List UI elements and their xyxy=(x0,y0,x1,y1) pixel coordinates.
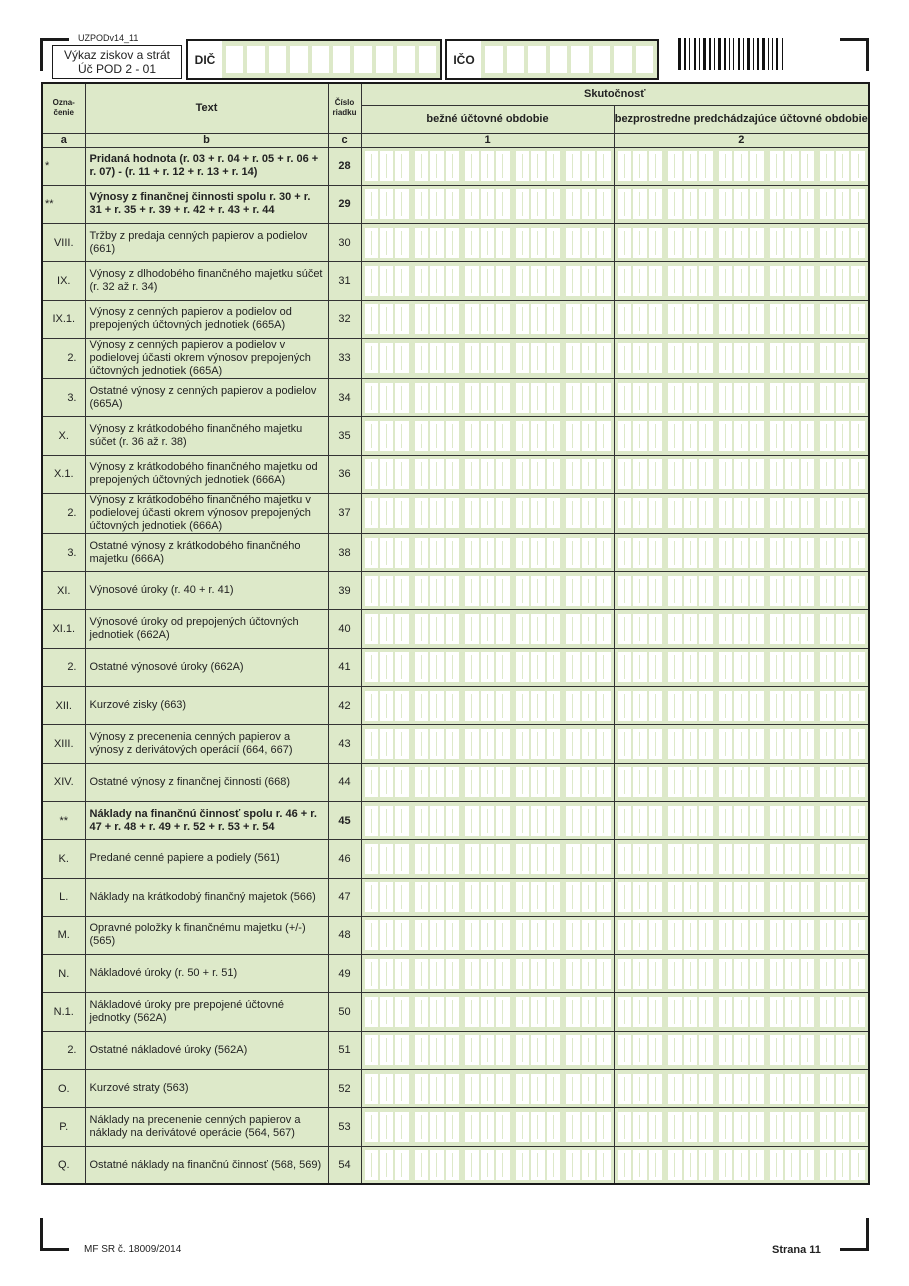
row-number: 41 xyxy=(328,648,361,686)
table-row xyxy=(42,687,869,725)
corner-mark-top-right xyxy=(840,38,869,71)
row-text: Ostatné výnosy z krátkodobého finančného majetku (666A) xyxy=(85,533,328,571)
corner-mark-bottom-left xyxy=(40,1218,69,1251)
current-period-input[interactable] xyxy=(361,455,614,493)
row-mark: XI.1. xyxy=(42,610,85,648)
table-row xyxy=(42,262,869,300)
table-row xyxy=(42,878,869,916)
row-number: 30 xyxy=(328,224,361,262)
table-row xyxy=(42,1108,869,1146)
table-row xyxy=(42,338,869,378)
previous-period-input[interactable] xyxy=(614,878,869,916)
current-period-input[interactable] xyxy=(361,993,614,1031)
table-row xyxy=(42,610,869,648)
row-text: Náklady na precenenie cenných papierov a náklady na derivátové operácie (564, 567) xyxy=(85,1108,328,1146)
row-mark: O. xyxy=(42,1070,85,1108)
row-number: 53 xyxy=(328,1108,361,1146)
form-title-box xyxy=(52,45,182,79)
row-number: 32 xyxy=(328,300,361,338)
row-number: 34 xyxy=(328,378,361,416)
row-text: Ostatné náklady na finančnú činnosť (568, 569) xyxy=(85,1146,328,1184)
previous-period-input[interactable] xyxy=(614,840,869,878)
row-number: 51 xyxy=(328,1031,361,1069)
page-number: Strana 11 xyxy=(772,1244,821,1256)
table-row xyxy=(42,185,869,223)
previous-period-input[interactable] xyxy=(614,955,869,993)
row-text: Náklady na krátkodobý finančný majetok (566) xyxy=(85,878,328,916)
current-period-input[interactable] xyxy=(361,493,614,533)
table-row xyxy=(42,493,869,533)
row-number: 37 xyxy=(328,493,361,533)
header-skutocnost: Skutočnosť xyxy=(361,83,869,105)
row-text: Výnosy z finančnej činnosti spolu r. 30 + r. 31 + r. 35 + r. 39 + r. 42 + r. 43 + r. 44 xyxy=(85,185,328,223)
current-period-input[interactable] xyxy=(361,338,614,378)
current-period-input[interactable] xyxy=(361,610,614,648)
row-mark: X. xyxy=(42,417,85,455)
header-bezne: bežné účtovné obdobie xyxy=(361,105,614,133)
row-number: 46 xyxy=(328,840,361,878)
table-row xyxy=(42,417,869,455)
table-row xyxy=(42,993,869,1031)
current-period-input[interactable] xyxy=(361,300,614,338)
row-mark: ** xyxy=(42,801,85,839)
previous-period-input[interactable] xyxy=(614,338,869,378)
row-text: Ostatné výnosy z cenných papierov a podielov (665A) xyxy=(85,378,328,416)
ico-cells[interactable] xyxy=(483,46,653,73)
header-text: Text xyxy=(85,83,328,133)
row-text: Opravné položky k finančnému majetku (+/-) (565) xyxy=(85,916,328,954)
table-row xyxy=(42,455,869,493)
row-text: Výnosy z krátkodobého finančného majetku od prepojených účtovných jednotiek (666A) xyxy=(85,455,328,493)
row-number: 38 xyxy=(328,533,361,571)
previous-period-input[interactable] xyxy=(614,533,869,571)
table-row xyxy=(42,533,869,571)
row-text: Výnosové úroky od prepojených účtovných jednotiek (662A) xyxy=(85,610,328,648)
current-period-input[interactable] xyxy=(361,955,614,993)
current-period-input[interactable] xyxy=(361,801,614,839)
previous-period-input[interactable] xyxy=(614,1070,869,1108)
ico-field[interactable] xyxy=(445,39,659,80)
current-period-input[interactable] xyxy=(361,648,614,686)
current-period-input[interactable] xyxy=(361,572,614,610)
dic-field[interactable] xyxy=(186,39,442,80)
current-period-input[interactable] xyxy=(361,533,614,571)
previous-period-input[interactable] xyxy=(614,300,869,338)
row-mark: XIV. xyxy=(42,763,85,801)
row-text: Nákladové úroky (r. 50 + r. 51) xyxy=(85,955,328,993)
header-col-c: c xyxy=(328,133,361,147)
header-col-2: 2 xyxy=(614,133,869,147)
current-period-input[interactable] xyxy=(361,725,614,763)
row-mark: M. xyxy=(42,916,85,954)
row-mark: XIII. xyxy=(42,725,85,763)
current-period-input[interactable] xyxy=(361,687,614,725)
row-number: 48 xyxy=(328,916,361,954)
form-code: UZPODv14_11 xyxy=(78,33,139,43)
table-row xyxy=(42,147,869,185)
previous-period-input[interactable] xyxy=(614,493,869,533)
row-text: Výnosy z krátkodobého finančného majetku súčet (r. 36 až r. 38) xyxy=(85,417,328,455)
table-row xyxy=(42,378,869,416)
row-text: Náklady na finančnú činnosť spolu r. 46 + r. 47 + r. 48 + r. 49 + r. 52 + r. 53 + r. 54 xyxy=(85,801,328,839)
row-mark: N.1. xyxy=(42,993,85,1031)
row-number: 39 xyxy=(328,572,361,610)
row-text: Nákladové úroky pre prepojené účtovné jednotky (562A) xyxy=(85,993,328,1031)
row-mark: 3. xyxy=(42,378,85,416)
current-period-input[interactable] xyxy=(361,185,614,223)
row-mark: 2. xyxy=(42,648,85,686)
previous-period-input[interactable] xyxy=(614,455,869,493)
row-mark: Q. xyxy=(42,1146,85,1184)
current-period-input[interactable] xyxy=(361,1031,614,1069)
row-mark: P. xyxy=(42,1108,85,1146)
previous-period-input[interactable] xyxy=(614,763,869,801)
corner-mark-bottom-right xyxy=(840,1218,869,1251)
current-period-input[interactable] xyxy=(361,262,614,300)
row-text: Kurzové zisky (663) xyxy=(85,687,328,725)
row-text: Výnosy z cenných papierov a podielov v podielovej účasti okrem výnosov prepojených účtovných jednotiek (665A) xyxy=(85,338,328,378)
row-text: Ostatné výnosové úroky (662A) xyxy=(85,648,328,686)
row-number: 40 xyxy=(328,610,361,648)
header-cislo: Číslo riadku xyxy=(328,83,361,133)
row-text: Tržby z predaja cenných papierov a podielov (661) xyxy=(85,224,328,262)
row-mark: IX. xyxy=(42,262,85,300)
row-number: 44 xyxy=(328,763,361,801)
previous-period-input[interactable] xyxy=(614,687,869,725)
ico-label: IČO xyxy=(447,41,481,78)
table-row xyxy=(42,1070,869,1108)
dic-label: DIČ xyxy=(188,41,222,78)
table-row xyxy=(42,572,869,610)
previous-period-input[interactable] xyxy=(614,378,869,416)
row-number: 33 xyxy=(328,338,361,378)
previous-period-input[interactable] xyxy=(614,224,869,262)
table-row xyxy=(42,648,869,686)
form-title: Výkaz ziskov a strát xyxy=(63,48,171,62)
previous-period-input[interactable] xyxy=(614,1146,869,1184)
row-text: Ostatné nákladové úroky (562A) xyxy=(85,1031,328,1069)
row-number: 36 xyxy=(328,455,361,493)
previous-period-input[interactable] xyxy=(614,725,869,763)
row-mark: IX.1. xyxy=(42,300,85,338)
current-period-input[interactable] xyxy=(361,147,614,185)
current-period-input[interactable] xyxy=(361,840,614,878)
previous-period-input[interactable] xyxy=(614,417,869,455)
row-number: 54 xyxy=(328,1146,361,1184)
row-mark: XI. xyxy=(42,572,85,610)
row-text: Predané cenné papiere a podiely (561) xyxy=(85,840,328,878)
header-col-a: a xyxy=(42,133,85,147)
current-period-input[interactable] xyxy=(361,1070,614,1108)
barcode xyxy=(678,38,812,70)
previous-period-input[interactable] xyxy=(614,916,869,954)
previous-period-input[interactable] xyxy=(614,1108,869,1146)
previous-period-input[interactable] xyxy=(614,147,869,185)
row-number: 45 xyxy=(328,801,361,839)
row-text: Výnosy z krátkodobého finančného majetku v podielovej účasti okrem výnosov prepojených účtovných jednotiek (666A) xyxy=(85,493,328,533)
row-mark: * xyxy=(42,147,85,185)
table-row xyxy=(42,916,869,954)
header-col-1: 1 xyxy=(361,133,614,147)
row-mark: 3. xyxy=(42,533,85,571)
header-oznacenie: Ozna-čenie xyxy=(42,83,85,133)
footer-reference: MF SR č. 18009/2014 xyxy=(84,1244,182,1255)
current-period-input[interactable] xyxy=(361,1146,614,1184)
row-mark: 2. xyxy=(42,338,85,378)
dic-cells[interactable] xyxy=(224,46,436,73)
row-number: 31 xyxy=(328,262,361,300)
row-number: 42 xyxy=(328,687,361,725)
current-period-input[interactable] xyxy=(361,763,614,801)
row-mark: ** xyxy=(42,185,85,223)
table-row xyxy=(42,1031,869,1069)
previous-period-input[interactable] xyxy=(614,610,869,648)
previous-period-input[interactable] xyxy=(614,262,869,300)
table-row xyxy=(42,224,869,262)
row-mark: L. xyxy=(42,878,85,916)
row-text: Ostatné výnosy z finančnej činnosti (668) xyxy=(85,763,328,801)
current-period-input[interactable] xyxy=(361,378,614,416)
current-period-input[interactable] xyxy=(361,916,614,954)
row-text: Kurzové straty (563) xyxy=(85,1070,328,1108)
header-predch: bezprostredne predchádzajúce účtovné obdobie xyxy=(614,105,869,133)
row-mark: VIII. xyxy=(42,224,85,262)
table-row xyxy=(42,300,869,338)
row-number: 43 xyxy=(328,725,361,763)
row-number: 28 xyxy=(328,147,361,185)
previous-period-input[interactable] xyxy=(614,993,869,1031)
previous-period-input[interactable] xyxy=(614,185,869,223)
table-row xyxy=(42,725,869,763)
row-number: 35 xyxy=(328,417,361,455)
header-col-b: b xyxy=(85,133,328,147)
row-number: 47 xyxy=(328,878,361,916)
row-mark: 2. xyxy=(42,1031,85,1069)
form-subtitle: Úč POD 2 - 01 xyxy=(77,62,157,76)
row-mark: 2. xyxy=(42,493,85,533)
row-text: Výnosové úroky (r. 40 + r. 41) xyxy=(85,572,328,610)
previous-period-input[interactable] xyxy=(614,1031,869,1069)
table-row xyxy=(42,801,869,839)
table-row xyxy=(42,840,869,878)
row-mark: X.1. xyxy=(42,455,85,493)
row-mark: K. xyxy=(42,840,85,878)
row-number: 29 xyxy=(328,185,361,223)
row-mark: XII. xyxy=(42,687,85,725)
row-number: 49 xyxy=(328,955,361,993)
previous-period-input[interactable] xyxy=(614,801,869,839)
current-period-input[interactable] xyxy=(361,878,614,916)
current-period-input[interactable] xyxy=(361,224,614,262)
row-text: Výnosy z precenenia cenných papierov a výnosy z derivátových operácií (664, 667) xyxy=(85,725,328,763)
table-row xyxy=(42,955,869,993)
profit-loss-table xyxy=(41,82,870,1185)
row-number: 52 xyxy=(328,1070,361,1108)
row-text: Pridaná hodnota (r. 03 + r. 04 + r. 05 + r. 06 + r. 07) - (r. 11 + r. 12 + r. 13 + r. 14) xyxy=(85,147,328,185)
previous-period-input[interactable] xyxy=(614,572,869,610)
row-text: Výnosy z dlhodobého finančného majetku súčet (r. 32 až r. 34) xyxy=(85,262,328,300)
current-period-input[interactable] xyxy=(361,417,614,455)
row-number: 50 xyxy=(328,993,361,1031)
table-row xyxy=(42,1146,869,1184)
row-mark: N. xyxy=(42,955,85,993)
table-row xyxy=(42,763,869,801)
previous-period-input[interactable] xyxy=(614,648,869,686)
current-period-input[interactable] xyxy=(361,1108,614,1146)
row-text: Výnosy z cenných papierov a podielov od prepojených účtovných jednotiek (665A) xyxy=(85,300,328,338)
